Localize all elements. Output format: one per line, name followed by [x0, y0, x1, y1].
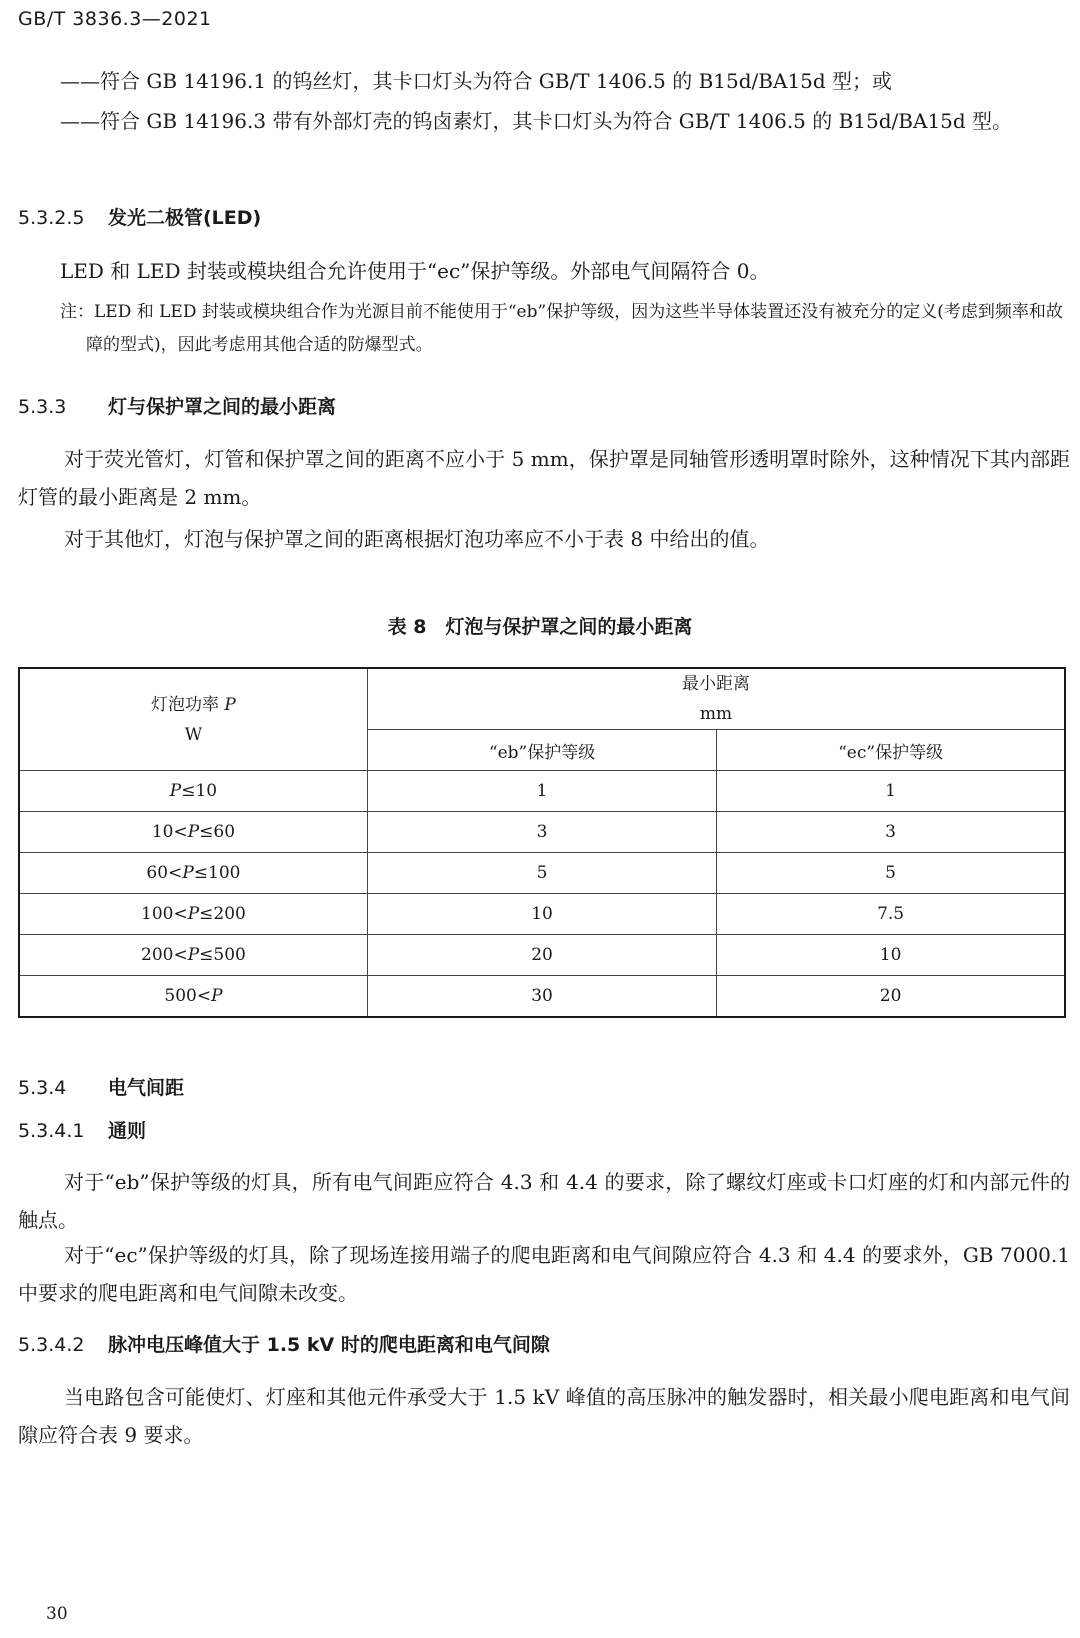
power-range-cell [19, 976, 367, 1018]
eb-value-cell: 30 [367, 976, 716, 1018]
section-5-3-3-heading [18, 392, 336, 419]
table-row [19, 935, 1065, 976]
header-min-distance-label: 最小距离 [681, 674, 750, 694]
range-suffix: ≤60 [199, 822, 236, 842]
table-row [19, 976, 1065, 1018]
section-number: 5.3.2.5 [18, 207, 85, 229]
header-lamp-power-label: 灯泡功率 [151, 694, 220, 715]
header-eb-level: “eb”保护等级 [367, 730, 716, 771]
header-min-distance [367, 668, 1065, 730]
section-title: 电气间距 [108, 1077, 185, 1099]
power-range-cell [19, 935, 367, 976]
eb-value-cell: 10 [367, 894, 716, 935]
section-5-3-4-heading [18, 1073, 184, 1100]
ec-value-cell: 10 [717, 935, 1065, 976]
header-min-distance-unit: mm [699, 704, 733, 724]
range-prefix: 500< [164, 986, 212, 1006]
pulse-voltage-paragraph: 当电路包含可能使灯、灯座和其他元件承受大于 1.5 kV 峰值的高压脉冲的触发器时，相关最小爬电距离和电气间隙应符合表 9 要求。 [18, 1385, 1070, 1447]
header-lamp-power-unit: W [184, 724, 203, 745]
section-title: 灯与保护罩之间的最小距离 [108, 396, 337, 418]
section-title: 发光二极管(LED) [108, 207, 262, 229]
power-range-cell [19, 771, 367, 812]
section-title: 通则 [108, 1120, 147, 1142]
ec-value-cell: 20 [717, 976, 1065, 1018]
fluorescent-paragraph: 对于荧光管灯，灯管和保护罩之间的距离不应小于 5 mm，保护罩是同轴管形透明罩时除外，这种情况下其内部距灯管的最小距离是 2 mm。 [18, 447, 1070, 509]
ec-spacing-paragraph: 对于“ec”保护等级的灯具，除了现场连接用端子的爬电距离和电气间隙应符合 4.3 和 4.4 的要求外，GB 7000.1 中要求的爬电距离和电气间隙未改变。 [18, 1243, 1070, 1305]
power-range-cell [19, 894, 367, 935]
power-symbol: P [187, 822, 200, 842]
power-range-cell [19, 812, 367, 853]
table-row [19, 894, 1065, 935]
power-symbol: P [187, 904, 200, 924]
power-range-cell [19, 853, 367, 894]
ec-value-cell: 1 [717, 771, 1065, 812]
ec-value-cell: 5 [717, 853, 1065, 894]
table-row [19, 853, 1065, 894]
power-symbol: P [211, 986, 223, 1006]
section-number: 5.3.4.2 [18, 1334, 85, 1356]
table-row [19, 812, 1065, 853]
range-suffix: ≤200 [199, 904, 246, 924]
eb-value-cell: 3 [367, 812, 716, 853]
range-prefix: 10< [151, 822, 188, 842]
section-title: 脉冲电压峰值大于 1.5 kV 时的爬电距离和电气间隙 [108, 1334, 550, 1356]
section-5-3-4-2-heading [18, 1330, 550, 1357]
eb-value-cell: 1 [367, 771, 716, 812]
range-prefix: 100< [141, 904, 188, 924]
led-paragraph: LED 和 LED 封装或模块组合允许使用于“ec”保护等级。外部电气间隔符合 0。 [60, 259, 770, 283]
power-symbol: P [187, 945, 200, 965]
eb-value-cell: 5 [367, 853, 716, 894]
range-prefix: 200< [141, 945, 188, 965]
page-number: 30 [46, 1604, 68, 1624]
range-suffix: ≤500 [199, 945, 246, 965]
section-number: 5.3.4 [18, 1077, 67, 1099]
bullet-item-2: ——符合 GB 14196.3 带有外部灯壳的钨卤素灯，其卡口灯头为符合 GB/T 1406.5 的 B15d/BA15d 型。 [60, 109, 1013, 133]
power-symbol: P [169, 781, 182, 801]
header-lamp-power [19, 668, 367, 771]
ec-value-cell: 3 [717, 812, 1065, 853]
standard-number: GB/T 3836.3—2021 [18, 8, 212, 30]
section-5-3-4-1-heading [18, 1116, 146, 1143]
power-symbol: P [224, 694, 236, 715]
eb-value-cell: 20 [367, 935, 716, 976]
ec-value-cell: 7.5 [717, 894, 1065, 935]
section-number: 5.3.4.1 [18, 1120, 85, 1142]
range-suffix: ≤100 [193, 863, 241, 883]
other-lamps-paragraph: 对于其他灯，灯泡与保护罩之间的距离根据灯泡功率应不小于表 8 中给出的值。 [64, 527, 770, 551]
eb-spacing-paragraph: 对于“eb”保护等级的灯具，所有电气间距应符合 4.3 和 4.4 的要求，除了螺纹灯座或卡口灯座的灯和内部元件的触点。 [18, 1170, 1070, 1232]
power-symbol: P [182, 863, 194, 883]
range-prefix: 60< [146, 863, 183, 883]
section-5-3-2-5-heading [18, 203, 261, 230]
range-suffix: ≤10 [181, 781, 218, 801]
bullet-item-1: ——符合 GB 14196.1 的钨丝灯，其卡口灯头为符合 GB/T 1406.5 的 B15d/BA15d 型；或 [60, 69, 893, 93]
header-ec-level: “ec”保护等级 [717, 730, 1065, 771]
led-note: 注：LED 和 LED 封装或模块组合作为光源目前不能使用于“eb”保护等级，因为这些半导体装置还没有被充分的定义(考虑到频率和故障的型式)，因此考虑用其他合适的防爆型式。 [60, 302, 1063, 355]
section-number: 5.3.3 [18, 396, 67, 418]
table-8-caption: 表 8 灯泡与保护罩之间的最小距离 [387, 616, 693, 638]
table-row [19, 771, 1065, 812]
table-8 [18, 667, 1066, 1018]
